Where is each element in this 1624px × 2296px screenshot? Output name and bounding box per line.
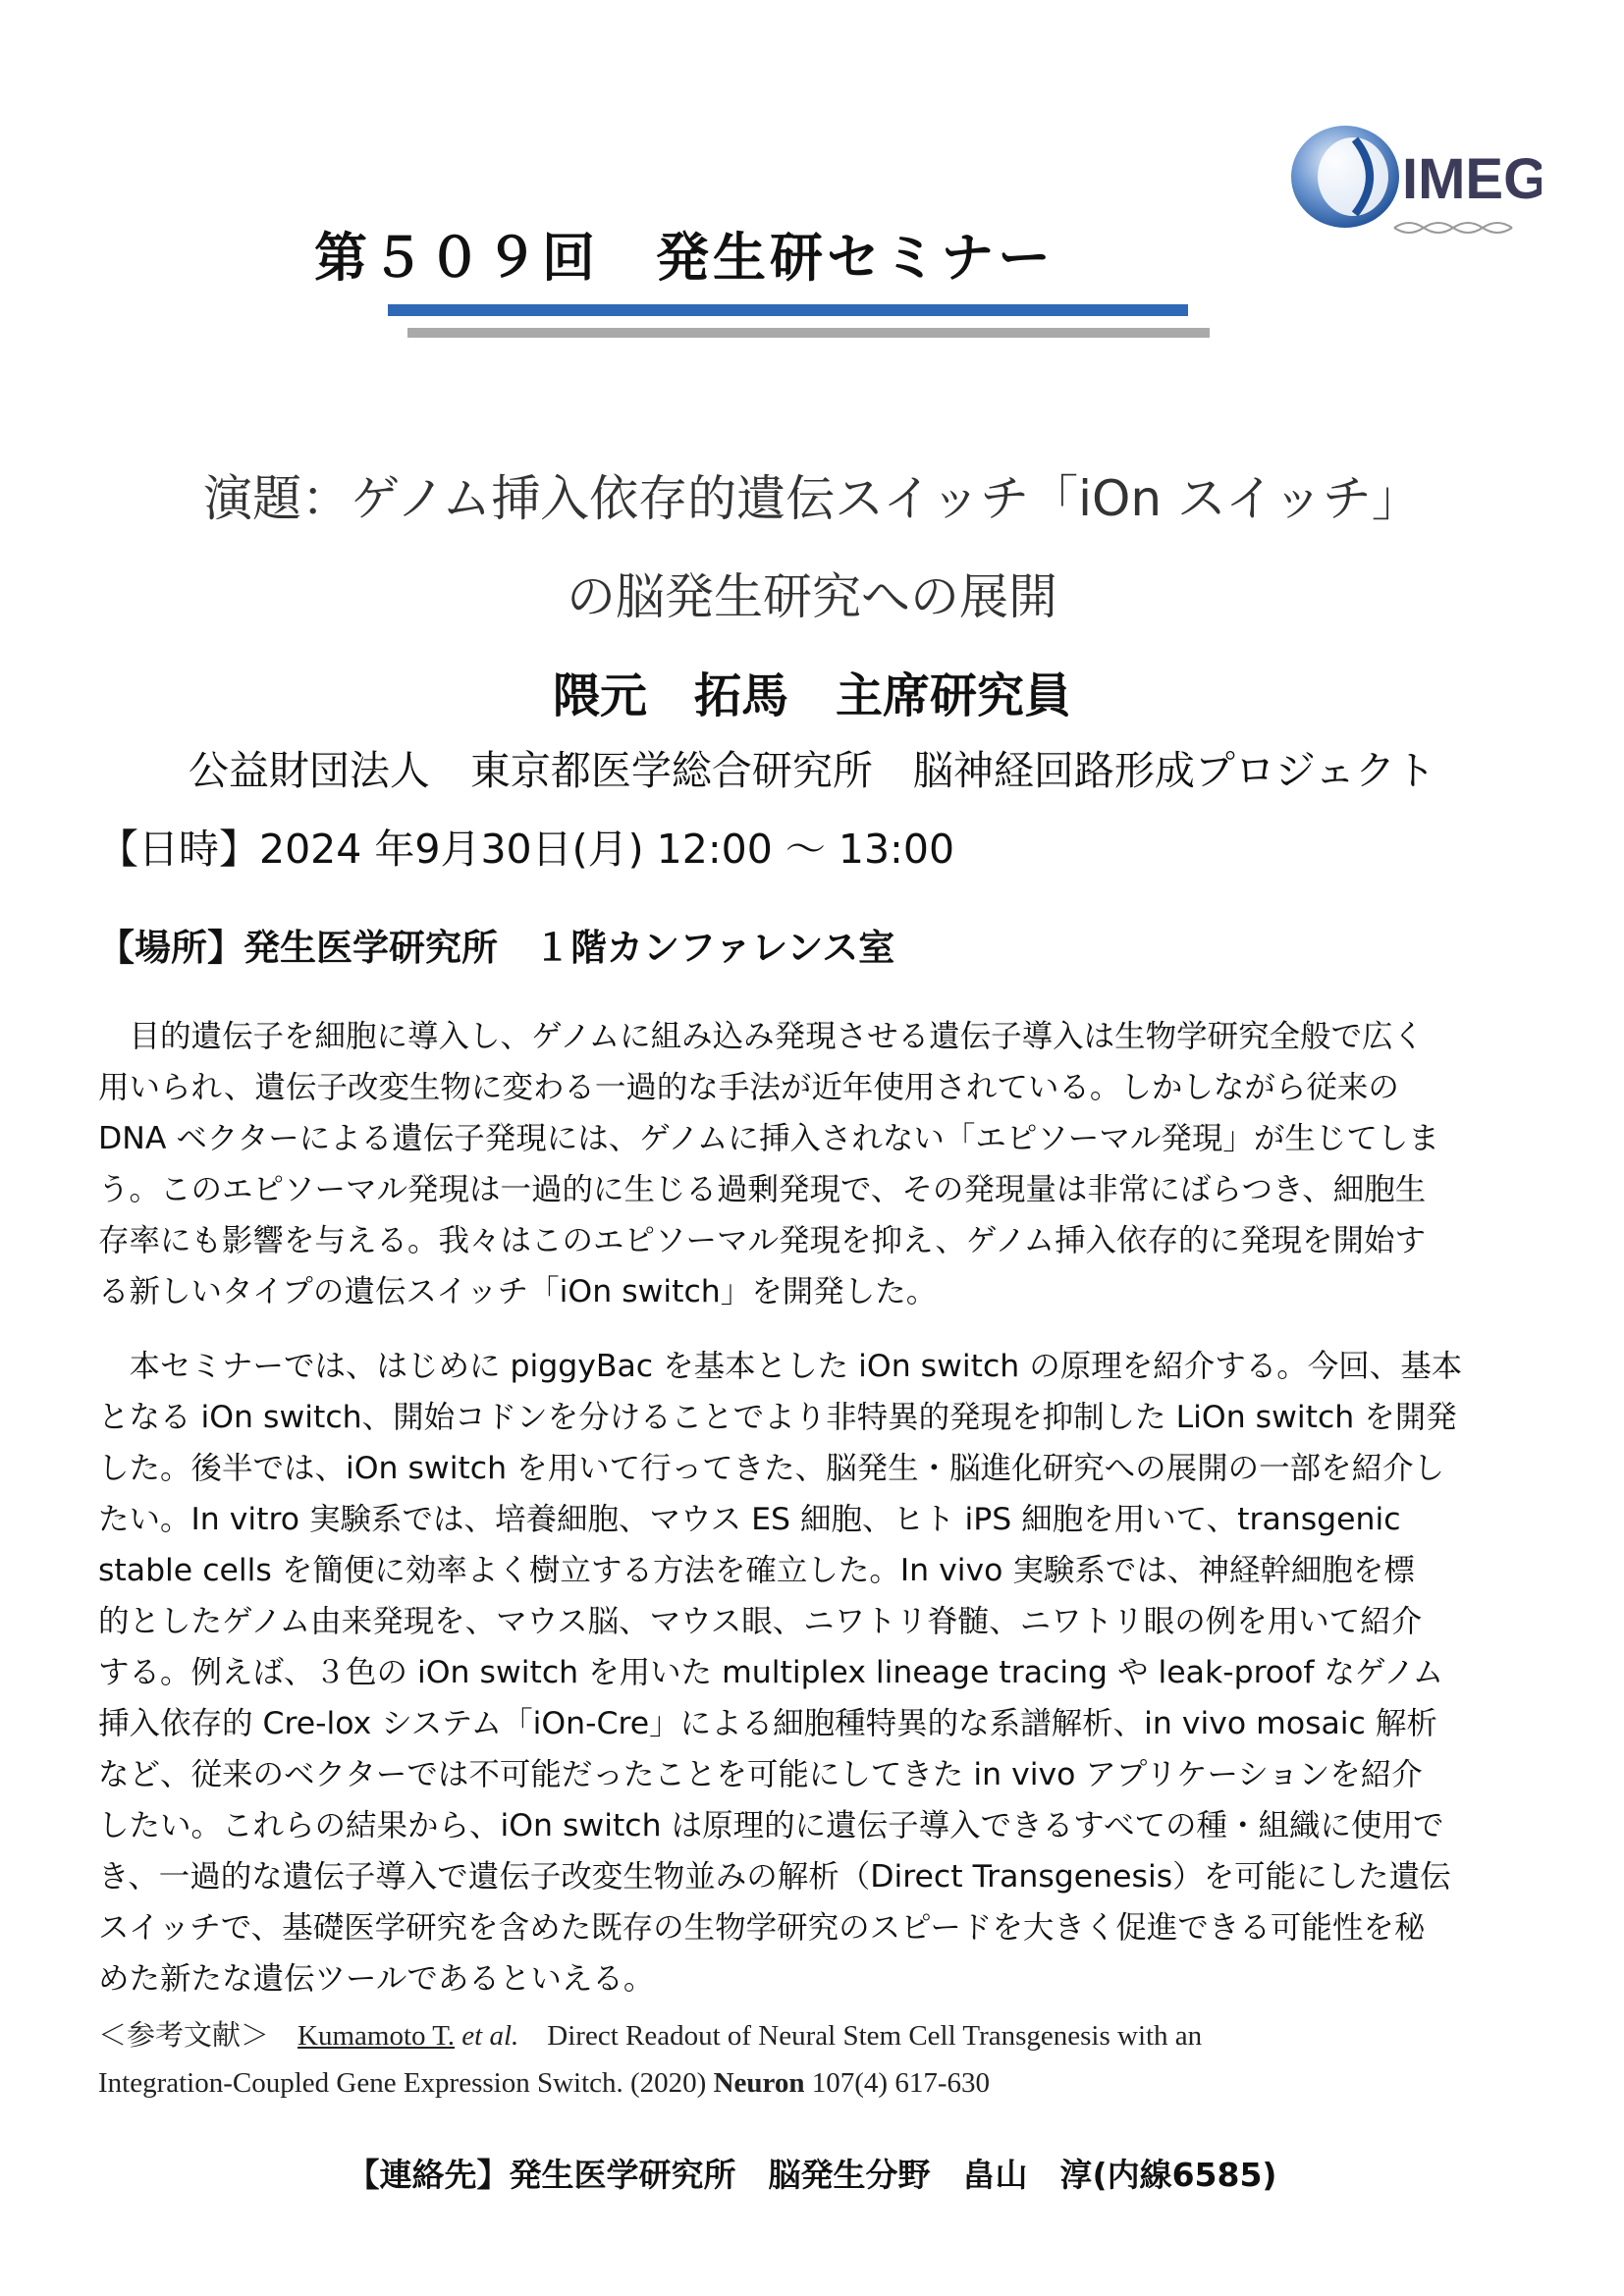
abstract-line: stable cells を簡便に効率よく樹立する方法を確立した。In vivo 実験系では、神経幹細胞を標	[98, 1553, 1415, 1588]
abstract-line: う。このエピソーマル発現は一過的に生じる過剰発現で、その発現量は非常にばらつき、細胞生	[98, 1172, 1427, 1207]
abstract-line: き、一過的な遺伝子導入で遺伝子改変生物並みの解析（Direct Transgenesis）を可能にした遺伝	[98, 1859, 1451, 1895]
abstract-line: スイッチで、基礎医学研究を含めた既存の生物学研究のスピードを大きく促進できる可能性を秘	[98, 1910, 1426, 1946]
abstract-paragraph-2	[98, 1341, 1534, 2004]
event-datetime: 【日時】2024 年9月30日(月) 12:00 ～ 13:00	[98, 826, 955, 873]
abstract-line: する。例えば、３色の iOn switch を用いた multiplex lineage tracing や leak-proof なゲノム	[98, 1655, 1444, 1690]
abstract-line: 目的遺伝子を細胞に導入し、ゲノムに組み込み発現させる遺伝子導入は生物学研究全般で広く	[98, 1019, 1425, 1054]
abstract-line: したい。これらの結果から、iOn switch は原理的に遺伝子導入できるすべての種・組織に使用で	[98, 1808, 1444, 1843]
talk-title-line2: の脳発生研究への展開	[567, 568, 1057, 625]
abstract-line: 本セミナーでは、はじめに piggyBac を基本とした iOn switch の原理を紹介する。今回、基本	[98, 1349, 1463, 1384]
abstract-line: となる iOn switch、開始コドンを分けることでより非特異的発現を抑制した LiOn switch を開発	[98, 1400, 1457, 1435]
references-label: ＜参考文献＞	[98, 2020, 270, 2052]
abstract-paragraph-1	[98, 1011, 1534, 1317]
references	[98, 2012, 1202, 2107]
abstract-line: 的としたゲノム由来発現を、マウス脳、マウス眼、ニワトリ脊髄、ニワトリ眼の例を用いて紹介	[98, 1604, 1423, 1639]
abstract-line: DNA ベクターによる遺伝子発現には、ゲノムに挿入されない「エピソーマル発現」が生じてしま	[98, 1121, 1439, 1156]
abstract-line: 用いられ、遺伝子改変生物に変わる一過的な手法が近年使用されている。しかしながら従来の	[98, 1070, 1399, 1105]
reference-line-1	[98, 2012, 1202, 2059]
speaker-affiliation: 公益財団法人 東京都医学総合研究所 脳神経回路形成プロジェクト	[188, 747, 1436, 794]
abstract-line: る新しいタイプの遺伝スイッチ「iOn switch」を開発した。	[98, 1274, 938, 1309]
title-underline-gray	[407, 328, 1210, 338]
reference-line-2	[98, 2059, 1202, 2107]
talk-title-line1: 演題：ゲノム挿入依存的遺伝スイッチ「iOn スイッチ」	[203, 470, 1421, 527]
speaker-name: 隈元 拓馬 主席研究員	[552, 668, 1071, 723]
reference-title-part1: Direct Readout of Neural Stem Cell Transgenesis with an	[547, 2020, 1203, 2052]
imeg-logo-graphic	[1286, 118, 1542, 245]
logo-text: IMEG	[1402, 147, 1542, 211]
reference-etal: et al.	[461, 2020, 519, 2052]
title-underline-blue	[388, 304, 1188, 316]
abstract-line: 挿入依存的 Cre-lox システム「iOn-Cre」による細胞種特異的な系譜解析、in vivo mosaic 解析	[98, 1706, 1437, 1741]
reference-journal: Neuron	[713, 2067, 805, 2099]
reference-citation: 107(4) 617-630	[811, 2067, 990, 2099]
seminar-title: 第５０９回 発生研セミナー	[314, 227, 1055, 289]
abstract-line: たい。In vitro 実験系では、培養細胞、マウス ES 細胞、ヒト iPS 細胞を用いて、transgenic	[98, 1502, 1401, 1537]
abstract-line: めた新たな遺伝ツールであるといえる。	[98, 1961, 655, 1997]
event-place: 【場所】発生医学研究所 １階カンファレンス室	[98, 927, 895, 969]
abstract-line: した。後半では、iOn switch を用いて行ってきた、脳発生・脳進化研究への展開の一部を紹介し	[98, 1451, 1445, 1486]
abstract-line: 存率にも影響を与える。我々はこのエピソーマル発現を抑え、ゲノム挿入依存的に発現を開始す	[98, 1223, 1426, 1258]
abstract-line: など、従来のベクターでは不可能だったことを可能にしてきた in vivo アプリケーションを紹介	[98, 1757, 1423, 1792]
imeg-logo	[1286, 118, 1542, 245]
reference-author: Kumamoto T.	[298, 2020, 456, 2052]
reference-title-part2: Integration-Coupled Gene Expression Switch. (2020)	[98, 2067, 707, 2099]
contact-info: 【連絡先】発生医学研究所 脳発生分野 畠山 淳(内線6585)	[347, 2156, 1277, 2194]
